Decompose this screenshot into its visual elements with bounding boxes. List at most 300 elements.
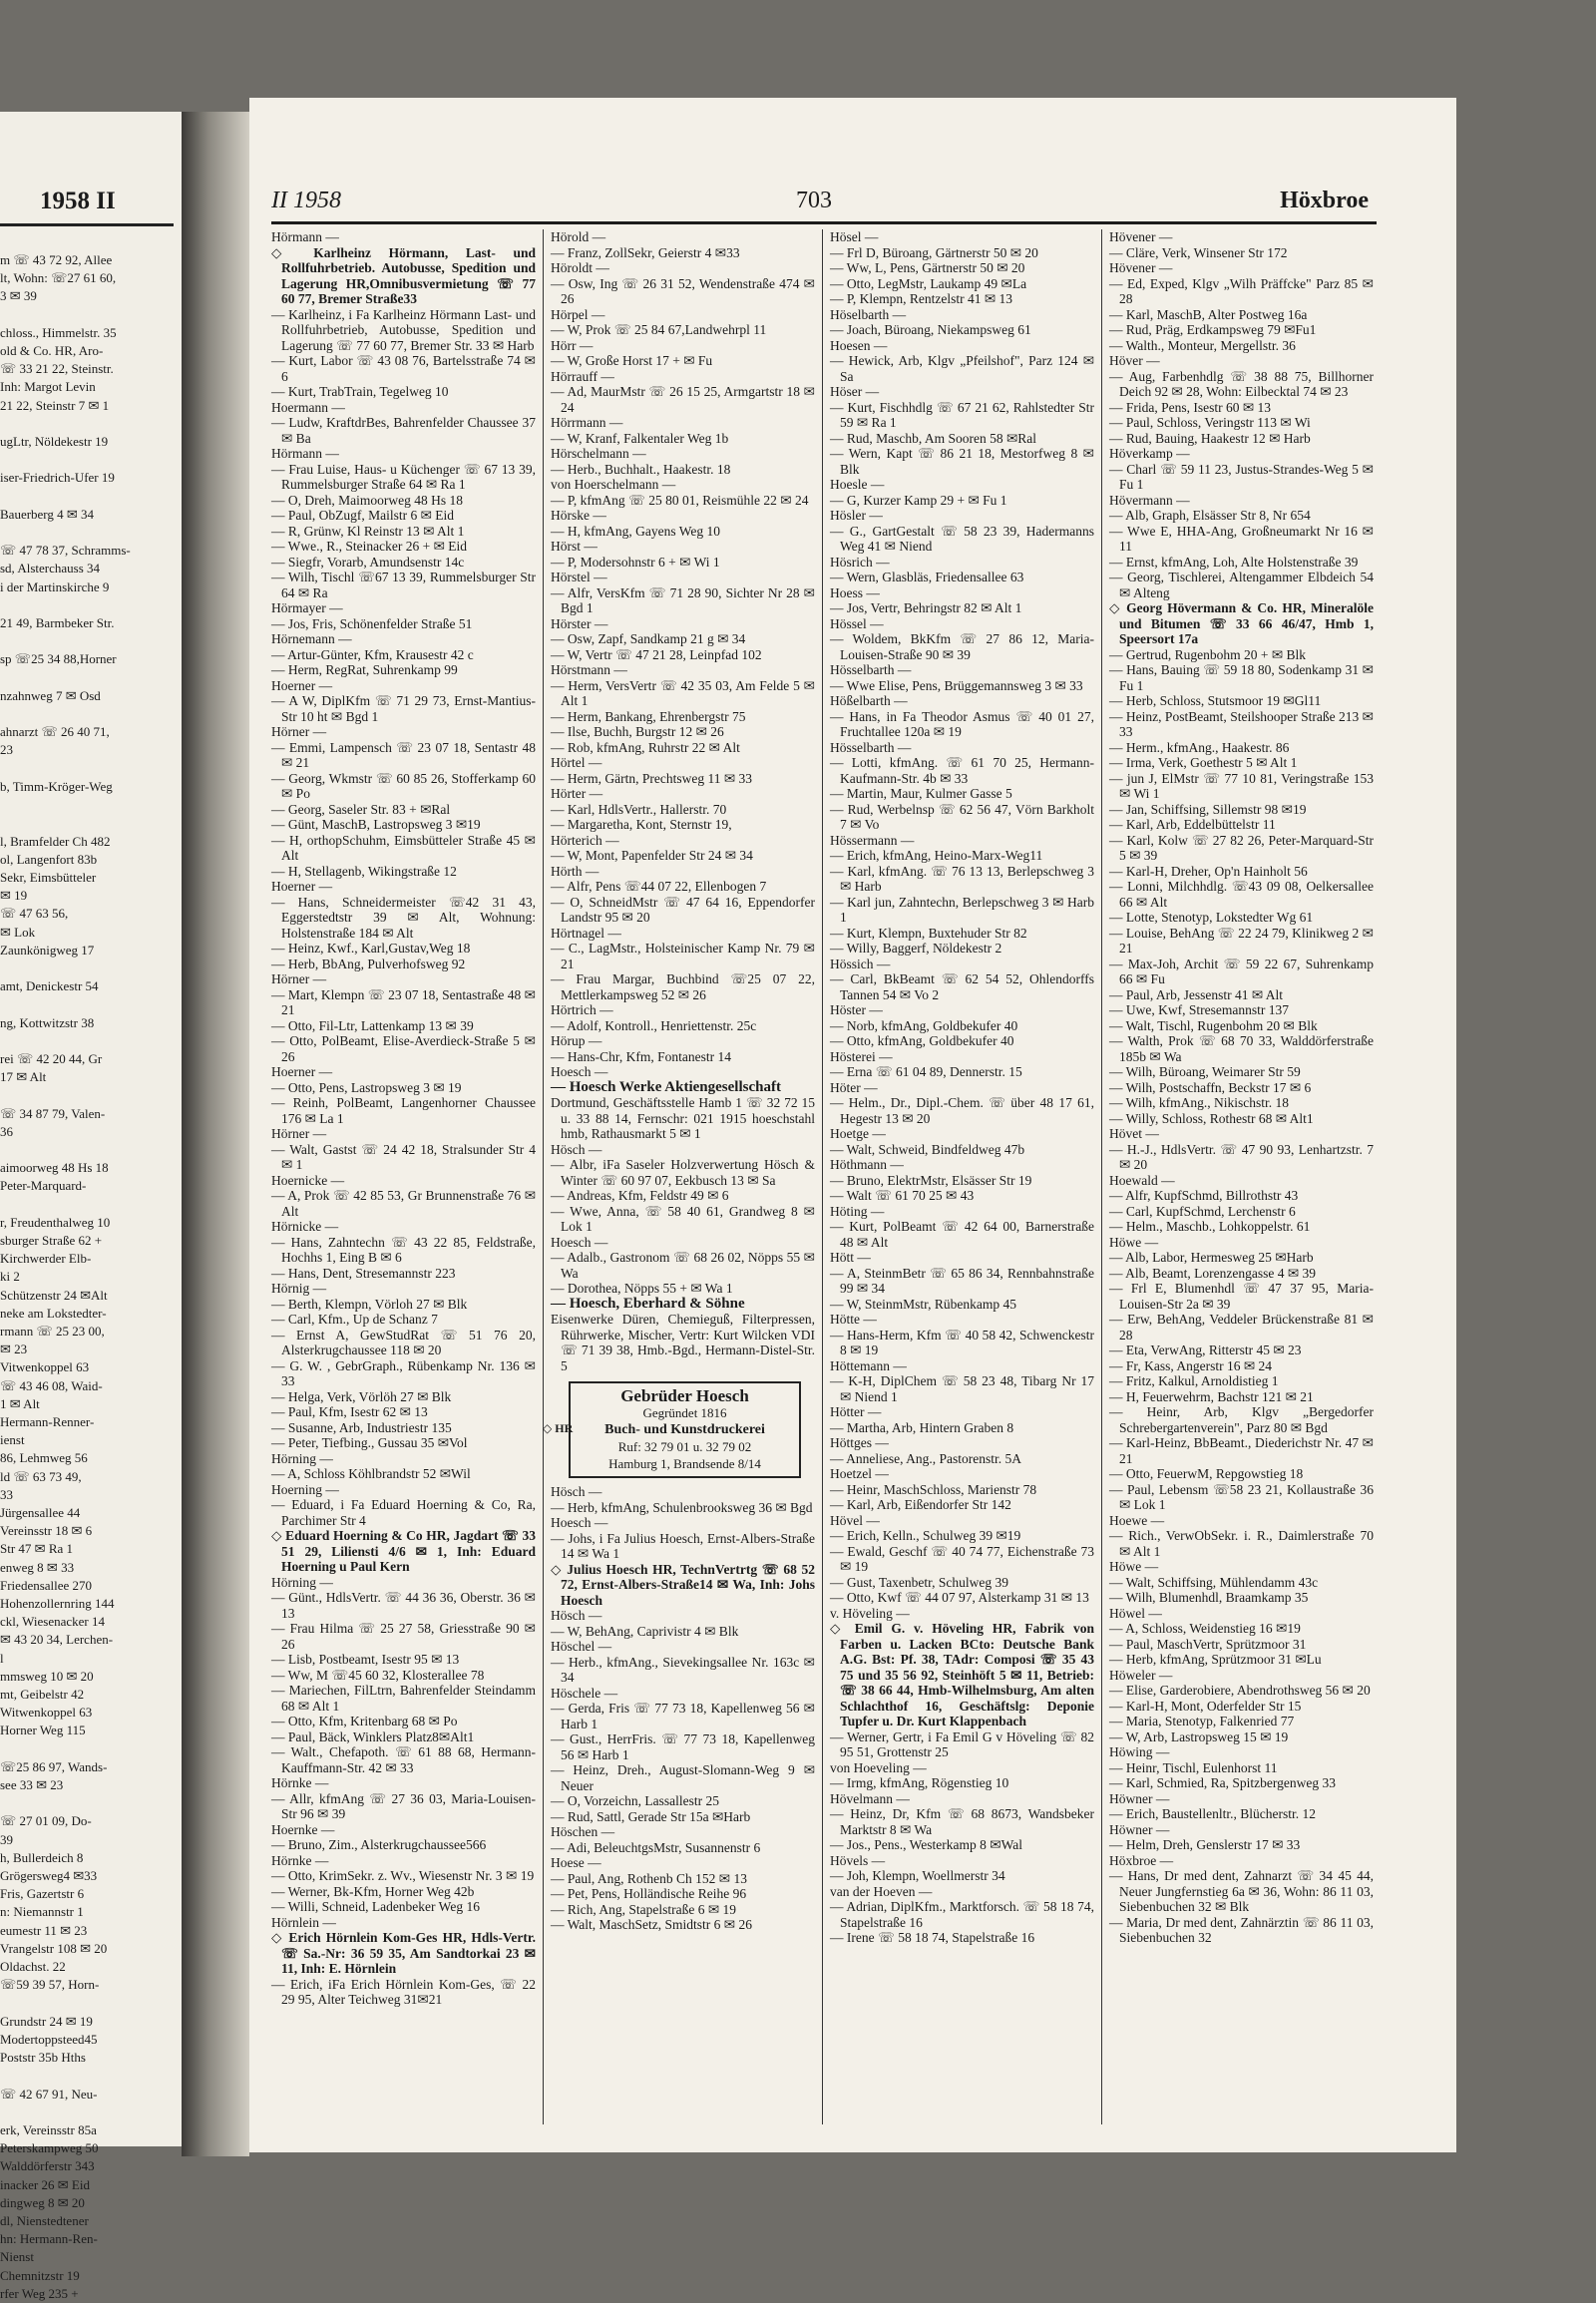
directory-entry: — Joh, Klempn, Woellmerstr 34 <box>830 1868 1005 1883</box>
directory-entry: — Helga, Verk, Vörlöh 27 ✉ Blk <box>271 1388 452 1404</box>
directory-surname-heading: Höroldt — <box>551 260 609 275</box>
directory-surname-heading: Hörrmann — <box>551 415 623 430</box>
previous-page-line: ☏ 47 63 56, <box>0 906 69 922</box>
directory-entry: — Kurt, Fischhdlg ☏ 67 21 62, Rahlstedter Str 59 ✉ Ra 1 <box>830 399 1094 430</box>
directory-surname-heading: Hövels — <box>830 1852 886 1868</box>
directory-surname-heading: Hössich — <box>830 956 891 971</box>
directory-surname-heading: Hösrich — <box>830 554 890 570</box>
directory-entry: — Otto, Fil-Ltr, Lattenkamp 13 ✉ 39 <box>271 1017 474 1033</box>
directory-entry: — Herb, kfmAng, Schulenbrooksweg 36 ✉ Bgd <box>551 1499 813 1515</box>
previous-page-line: Vitwenkoppel 63 <box>0 1359 90 1375</box>
directory-entry: — Wwe, Anna, ☏ 58 40 61, Grandweg 8 ✉ Lok 1 <box>551 1203 815 1234</box>
directory-surname-heading: Hörrauff — <box>551 368 614 384</box>
previous-page-line: m ☏ 43 72 92, Allee <box>0 252 113 267</box>
previous-page-line: Grögersweg4 ✉33 <box>0 1868 98 1884</box>
directory-surname-heading: Höxbroe — <box>1109 1852 1174 1868</box>
directory-entry: — Martha, Arb, Hintern Graben 8 <box>830 1419 1014 1435</box>
directory-entry: — Paul, Schloss, Veringstr 113 ✉ Wi <box>1109 415 1311 430</box>
directory-surname-heading: Hoerner — <box>271 879 333 894</box>
previous-page-line: Witwenkoppel 63 <box>0 1705 93 1721</box>
previous-page-line: mmsweg 10 ✉ 20 <box>0 1668 94 1684</box>
directory-surname-heading: Höschel — <box>551 1639 612 1654</box>
previous-page-line: l, Bramfelder Ch 482 <box>0 833 111 849</box>
directory-entry: — H, Stellagenb, Wikingstraße 12 <box>271 863 457 879</box>
previous-page-line: ✉ 43 20 34, Lerchen- <box>0 1632 114 1648</box>
directory-surname-heading: Höwe — <box>1109 1234 1159 1250</box>
directory-surname-heading: Hoess — <box>830 584 880 600</box>
directory-surname-heading: Hoesch — <box>551 1064 608 1079</box>
directory-entry: — Ww, L, Pens, Gärtnerstr 50 ✉ 20 <box>830 260 1025 275</box>
previous-page-line: 21 22, Steinstr 7 ✉ 1 <box>0 397 110 413</box>
previous-page-line <box>0 705 172 723</box>
directory-surname-heading: von Hoerschelmann — <box>551 477 676 492</box>
directory-entry: — W, BehAng, Caprivistr 4 ✉ Blk <box>551 1623 739 1639</box>
directory-entry: ◇ Erich Hörnlein Kom-Ges HR, Hdls-Vertr. ☏ Sa.-Nr: 36 59 35, Am Sandtorkai 23 ✉ 11, Inh: E. Hörnlein <box>271 1930 536 1976</box>
directory-surname-heading: Hörnicke — <box>271 1219 339 1234</box>
directory-entry: — Karl-H, Mont, Oderfelder Str 15 <box>1109 1698 1302 1714</box>
previous-page-line: Chemnitzstr 19 <box>0 2267 80 2283</box>
previous-page-line: ugLtr, Nöldekestr 19 <box>0 434 109 450</box>
directory-entry: — Frida, Pens, Isestr 60 ✉ 13 <box>1109 399 1272 415</box>
directory-entry: — K-H, DiplChem ☏ 58 23 48, Tibarg Nr 17 ✉ Niend 1 <box>830 1373 1094 1404</box>
directory-entry: — Lotti, kfmAng. ☏ 61 70 25, Hermann-Kaufmann-Str. 4b ✉ 33 <box>830 755 1094 786</box>
directory-entry: — P, Modersohnstr 6 + ✉ Wi 1 <box>551 554 720 570</box>
previous-page-line <box>0 1740 172 1758</box>
previous-page-header: 1958 II <box>40 188 116 214</box>
directory-column-2 <box>543 229 815 2124</box>
directory-surname-heading: Hörpel — <box>551 306 605 322</box>
directory-entry: — Hans, Schneidermeister ☏42 31 43, Eggerstedtstr 39 ✉ Alt, Wohnung: Holstenstraße 184 ✉ Alt <box>271 894 536 941</box>
previous-page-line: ld ☏ 63 73 49, <box>0 1468 82 1484</box>
directory-surname-heading: Hoernke — <box>271 1821 335 1837</box>
directory-entry: — Helm, Dreh, Genslerstr 17 ✉ 33 <box>1109 1837 1301 1852</box>
directory-entry: — Herb, BbAng, Pulverhofsweg 92 <box>271 956 466 971</box>
directory-entry: Eisenwerke Düren, Chemieguß, Filterpressen, Rührwerke, Mischer, Vertr: Kurt Wilcken VDI ☏ 71 39 38, Hmb.-Bgd., Hermann-Distel-Str. 5 <box>551 1312 815 1373</box>
directory-surname-heading: von Hoeveling — <box>830 1759 927 1775</box>
directory-entry: — O, SchneidMstr ☏ 47 64 16, Eppendorfer Landstr 95 ✉ 20 <box>551 894 815 925</box>
directory-entry: — Kurt, PolBeamt ☏ 42 64 00, Barnerstraße 48 ✉ Alt <box>830 1219 1094 1250</box>
directory-entry: — Ludw, KraftdrBes, Bahrenfelder Chaussee 37 ✉ Ba <box>271 415 536 446</box>
directory-entry: — Kurt, Labor ☏ 43 08 76, Bartelsstraße 74 ✉ 6 <box>271 353 536 384</box>
directory-entry: — Charl ☏ 59 11 23, Justus-Strandes-Weg 5 ✉ Fu 1 <box>1109 461 1374 492</box>
previous-page-line: rfer Weg 235 + <box>0 2285 79 2301</box>
directory-surname-heading: Hoerner — <box>271 677 333 693</box>
directory-entry: — Erich, Kelln., Schulweg 39 ✉19 <box>830 1528 1021 1543</box>
directory-surname-heading: Hössel — <box>830 615 884 631</box>
directory-entry: — Heinr, Arb, Klgv „Bergedorfer Schrebergartenverein", Parz 80 ✉ Bgd <box>1109 1404 1374 1435</box>
previous-page-line <box>0 1032 172 1050</box>
previous-page-line <box>0 2067 172 2085</box>
previous-page-line <box>0 451 172 469</box>
directory-surname-heading: Hörning — <box>271 1574 333 1590</box>
directory-entry: ◇ Georg Hövermann & Co. HR, Mineralöle und Bitumen ☏ 33 66 46/47, Hmb 1, Speersort 17a <box>1109 600 1374 646</box>
previous-page-rule <box>0 223 174 226</box>
directory-entry: — Fritz, Kalkul, Arnoldistieg 1 <box>1109 1373 1279 1388</box>
directory-entry: — Hans, Zahntechn ☏ 43 22 85, Feldstraße, Hochhs 1, Eing B ✉ 6 <box>271 1234 536 1265</box>
directory-entry: — Herm, Bankang, Ehrenbergstr 75 <box>551 708 746 724</box>
previous-page-line <box>0 2104 172 2121</box>
previous-page-line: Schützenstr 24 ✉Alt <box>0 1287 108 1303</box>
directory-entry: ◇ Julius Hoesch HR, TechnVertrtg ☏ 68 52 72, Ernst-Albers-Straße14 ✉ Wa, Inh: Johs Hoesch <box>551 1561 815 1608</box>
directory-entry: — Johs, i Fa Julius Hoesch, Ernst-Albers-Straße 14 ✉ Wa 1 <box>551 1530 815 1561</box>
directory-entry: — Otto, PolBeamt, Elise-Averdieck-Straße 5 ✉ 26 <box>271 1033 536 1064</box>
directory-entry: — Walt, Gastst ☏ 24 42 18, Stralsunder Str 4 ✉ 1 <box>271 1141 536 1172</box>
previous-page-line: Peterskampweg 50 <box>0 2140 99 2156</box>
directory-surname-heading: Hörterich — <box>551 832 619 848</box>
directory-surname-heading: Hörner — <box>271 971 327 986</box>
previous-page-line <box>0 669 172 687</box>
directory-surname-heading: Hörster — <box>551 615 608 631</box>
directory-surname-heading: Hoewe — <box>1109 1512 1165 1528</box>
previous-page-line: ☏ 27 01 09, Do- <box>0 1813 92 1829</box>
directory-entry: — Walth., Monteur, Mergellstr. 36 <box>1109 337 1296 353</box>
previous-page-line: Inh: Margot Levin <box>0 379 96 395</box>
directory-entry: — Paul, Kfm, Isestr 62 ✉ 13 <box>271 1404 428 1419</box>
directory-entry: — Wilh, kfmAng., Nikischstr. 18 <box>1109 1095 1289 1110</box>
directory-entry: — Elise, Garderobiere, Abendrothsweg 56 ✉ 20 <box>1109 1683 1371 1698</box>
directory-entry: — Erich, Baustellenltr., Blücherstr. 12 <box>1109 1806 1316 1821</box>
previous-page-line: Str 47 ✉ Ra 1 <box>0 1541 74 1557</box>
directory-entry: — Joach, Büroang, Niekampsweg 61 <box>830 322 1031 337</box>
previous-page-line: Poststr 35b Hths <box>0 2050 86 2066</box>
directory-entry: — Uwe, Kwf, Stresemannstr 137 <box>1109 1002 1289 1017</box>
directory-entry: — Frau Margar, Buchbind ☏25 07 22, Mettlerkampsweg 52 ✉ 26 <box>551 971 815 1002</box>
previous-page-line: old & Co. HR, Aro- <box>0 343 104 359</box>
previous-page-line: 86, Lehmweg 56 <box>0 1450 88 1466</box>
previous-page-line: ☏25 86 97, Wands- <box>0 1758 108 1774</box>
directory-entry: — Otto, Pens, Lastropsweg 3 ✉ 19 <box>271 1079 462 1095</box>
directory-surname-heading: Hösselbarth — <box>830 739 912 755</box>
directory-entry: — Irene ☏ 58 18 74, Stapelstraße 16 <box>830 1930 1035 1945</box>
directory-entry: — G, Kurzer Kamp 29 + ✉ Fu 1 <box>830 492 1007 508</box>
directory-entry: — Rich, Ang, Stapelstraße 6 ✉ 19 <box>551 1901 737 1917</box>
directory-surname-heading: Hövet — <box>1109 1126 1159 1141</box>
directory-entry: — Frau Hilma ☏ 25 27 58, Griesstraße 90 ✉ 26 <box>271 1621 536 1652</box>
directory-surname-heading: Höwing — <box>1109 1744 1170 1759</box>
previous-page-line: iser-Friedrich-Ufer 19 <box>0 470 115 486</box>
directory-surname-heading: Hörup — <box>551 1033 602 1048</box>
directory-entry: — Bruno, ElektrMstr, Elsässer Str 19 <box>830 1172 1032 1188</box>
directory-surname-heading: Hörning — <box>271 1450 333 1466</box>
directory-surname-heading: Höwel — <box>1109 1605 1162 1621</box>
directory-entry: — Paul, Bäck, Winklers Platz8✉Alt1 <box>271 1728 475 1744</box>
directory-entry: — Maria, Stenotyp, Falkenried 77 <box>1109 1714 1295 1728</box>
directory-entry: — Allr, kfmAng ☏ 27 36 03, Maria-Louisen-Str 96 ✉ 39 <box>271 1790 536 1821</box>
directory-entry: — Otto, Kwf ☏ 44 07 97, Alsterkamp 31 ✉ 13 <box>830 1590 1089 1605</box>
previous-page-line: ol, Langenfort 83b <box>0 851 98 867</box>
previous-page-line: 39 <box>0 1831 13 1847</box>
directory-entry: — Hans, Bauing ☏ 59 18 80, Sodenkamp 31 ✉ Fu 1 <box>1109 662 1374 693</box>
previous-page-line: ☏59 39 57, Horn- <box>0 1977 100 1993</box>
directory-surname-heading: Höwner — <box>1109 1790 1170 1806</box>
directory-entry: — W, Kranf, Falkentaler Weg 1b <box>551 430 729 446</box>
directory-entry: — Ernst A, GewStudRat ☏ 51 76 20, Alsterkrugchaussee 118 ✉ 20 <box>271 1327 536 1357</box>
directory-entry: — Dorothea, Nöpps 55 + ✉ Wa 1 <box>551 1281 733 1296</box>
directory-column-4 <box>1109 229 1374 2124</box>
previous-page-line <box>0 960 172 977</box>
previous-page-line: Oldachst. 22 <box>0 1959 66 1975</box>
directory-entry: — Werner, Bk-Kfm, Horner Weg 42b <box>271 1883 475 1899</box>
directory-entry: — Otto, kfmAng, Goldbekufer 40 <box>830 1033 1014 1048</box>
directory-entry: — Jan, Schiffsing, Sillemstr 98 ✉19 <box>1109 801 1307 817</box>
directory-entry: — Maria, Dr med dent, Zahnärztin ☏ 86 11 03, Siebenbuchen 32 <box>1109 1914 1374 1945</box>
directory-surname-heading: Hörtnagel — <box>551 925 621 941</box>
directory-entry: — Walt, Tischl, Rugenbohm 20 ✉ Blk <box>1109 1017 1318 1033</box>
directory-entry: — Heinz, Dreh., August-Slomann-Weg 9 ✉ Neuer <box>551 1762 815 1793</box>
previous-page-line <box>0 488 172 506</box>
previous-page-line <box>0 796 172 814</box>
directory-surname-heading: Höwner — <box>1109 1821 1170 1837</box>
directory-entry: — Ilse, Buchh, Burgstr 12 ✉ 26 <box>551 724 724 739</box>
directory-surname-heading: v. Höveling — <box>830 1605 910 1621</box>
directory-entry: — Wwe., R., Steinacker 26 + ✉ Eid <box>271 539 468 554</box>
column-divider <box>1101 229 1102 2124</box>
previous-page-line: ahnarzt ☏ 26 40 71, <box>0 724 110 740</box>
book-gutter <box>182 112 249 2156</box>
previous-page-line: Hohenzollernring 144 <box>0 1596 115 1612</box>
previous-page-line: sd, Alsterchauss 34 <box>0 561 101 576</box>
directory-surname-heading: Hövel — <box>830 1512 880 1528</box>
directory-surname-heading: Hörnemann — <box>271 631 352 646</box>
header-rule <box>271 221 1377 224</box>
previous-page-line <box>0 1995 172 2013</box>
directory-entry: — Karl, MaschB, Alter Postweg 16a <box>1109 306 1308 322</box>
directory-entry: — A, Schloss Köhlbrandstr 52 ✉Wil <box>271 1466 471 1481</box>
previous-page-line <box>0 524 172 542</box>
previous-page-line: ☏ 43 46 08, Waid- <box>0 1377 103 1393</box>
directory-surname-heading: Höweler — <box>1109 1667 1173 1683</box>
directory-entry: — Erich, iFa Erich Hörnlein Kom-Ges, ☏ 22 29 95, Alter Teichweg 31✉21 <box>271 1976 536 2007</box>
directory-entry: — Herb, Schloss, Stutsmoor 19 ✉Gl11 <box>1109 693 1322 708</box>
previous-page-line: neke am Lokstedter- <box>0 1305 107 1321</box>
directory-page <box>249 98 1456 2152</box>
directory-surname-heading: Hövermann — <box>1109 492 1190 508</box>
directory-entry: — Kurt, Klempn, Buxtehuder Str 82 <box>830 925 1027 941</box>
directory-surname-heading: Höschen — <box>551 1824 615 1839</box>
previous-page-line: b, Timm-Kröger-Weg <box>0 778 113 794</box>
previous-page-line: Sekr, Eimsbütteler <box>0 869 97 885</box>
previous-page-line <box>0 632 172 650</box>
previous-page-line <box>0 1086 172 1104</box>
directory-entry: — Reinh, PolBeamt, Langenhorner Chaussee 176 ✉ La 1 <box>271 1095 536 1126</box>
previous-page-line: ☏ 47 78 37, Schramms- <box>0 543 131 559</box>
directory-entry: — Karl-Heinz, BbBeamt., Diederichstr Nr. 47 ✉ 21 <box>1109 1435 1374 1466</box>
directory-entry: — Herb, kfmAng, Sprützmoor 31 ✉Lu <box>1109 1652 1322 1667</box>
directory-surname-heading: Hörr — <box>551 337 594 353</box>
directory-surname-heading: Höverkamp — <box>1109 446 1190 461</box>
directory-surname-heading: Hösch — <box>551 1608 602 1623</box>
directory-column-3 <box>830 229 1094 2124</box>
directory-entry: — Max-Joh, Archit ☏ 59 22 67, Suhrenkamp 66 ✉ Fu <box>1109 956 1374 986</box>
directory-entry: — Carl, KupfSchmd, Lerchenstr 6 <box>1109 1203 1296 1219</box>
directory-entry: — Adalb., Gastronom ☏ 68 26 02, Nöpps 55 ✉ Wa <box>551 1250 815 1281</box>
directory-entry: — Heinz, Kwf., Karl,Gustav,Weg 18 <box>271 941 471 956</box>
directory-entry: — G., GartGestalt ☏ 58 23 39, Hadermanns Weg 41 ✉ Niend <box>830 523 1094 554</box>
directory-entry: — Heinz, PostBeamt, Steilshooper Straße 213 ✉ 33 <box>1109 708 1374 739</box>
previous-page-line: Vereinsstr 18 ✉ 6 <box>0 1523 93 1539</box>
directory-entry: — Frl E, Blumenhdl ☏ 47 37 95, Maria-Louisen-Str 2a ✉ 39 <box>1109 1281 1374 1312</box>
directory-entry: — Wilh, Postschaffn, Beckstr 17 ✉ 6 <box>1109 1079 1312 1095</box>
directory-surname-heading: Hoerning — <box>271 1481 339 1497</box>
directory-entry: — Bruno, Zim., Alsterkrugchaussee566 <box>271 1837 487 1852</box>
previous-page-line: aimoorweg 48 Hs 18 <box>0 1160 109 1176</box>
previous-page-line: ✉ 23 <box>0 1342 28 1357</box>
previous-page-line: 23 <box>0 742 13 758</box>
directory-entry: — Adi, BeleuchtgsMstr, Susannenstr 6 <box>551 1839 761 1855</box>
previous-page-line: 17 ✉ Alt <box>0 1069 47 1085</box>
directory-entry: — Eduard, i Fa Eduard Hoerning & Co, Ra, Parchimer Str 4 <box>271 1497 536 1528</box>
directory-entry: — Berth, Klempn, Vörloh 27 ✉ Blk <box>271 1296 468 1312</box>
directory-entry: — O, Dreh, Maimoorweg 48 Hs 18 <box>271 492 463 508</box>
previous-page-line: rei ☏ 42 20 44, Gr <box>0 1050 103 1066</box>
directory-surname-heading: Höver — <box>1109 353 1160 368</box>
previous-page-line: Zaunkönigweg 17 <box>0 942 95 958</box>
previous-page-line: ✉ Lok <box>0 924 36 940</box>
previous-page-line <box>0 760 172 778</box>
directory-entry: — Kurt, TrabTrain, Tegelweg 10 <box>271 384 449 399</box>
previous-page-line <box>0 995 172 1013</box>
directory-entry: — Karl, Arb, Eißendorfer Str 142 <box>830 1497 1011 1512</box>
directory-entry: — Erna ☏ 61 04 89, Dennerstr. 15 <box>830 1064 1022 1079</box>
directory-entry: — Wilh, Blumenhdl, Braamkamp 35 <box>1109 1590 1309 1605</box>
previous-page-line: Jürgensallee 44 <box>0 1505 81 1521</box>
directory-surname-heading: Höselbarth — <box>830 306 907 322</box>
directory-entry: — Heinr, MaschSchloss, Marienstr 78 <box>830 1481 1037 1497</box>
previous-page-line: 36 <box>0 1123 13 1139</box>
directory-entry: — Ed, Exped, Klgv „Wilh Präffcke" Parz 85 ✉ 28 <box>1109 275 1374 306</box>
directory-entry: ◇ Emil G. v. Höveling HR, Fabrik von Farben u. Lacken BCto: Deutsche Bank A.G. Bst: Pf. 38, TAdr: Composi ☏ 35 43 75 und 35 56 92, Steinhöft 5 ✉ 11, Betrieb: ☏ 38 66 44, Hmb-Wilhelmsburg, Am alten Schlachthof 16, Geschäftslg: Deponie Tupfer u. Dr. Kurt Klappenbach <box>830 1621 1094 1728</box>
directory-entry: — Mart, Klempn ☏ 23 07 18, Sentastraße 48 ✉ 21 <box>271 986 536 1017</box>
directory-entry: — A, Schloss, Weidenstieg 16 ✉19 <box>1109 1621 1301 1636</box>
directory-surname-heading: Höser — <box>830 384 880 399</box>
directory-entry: — Fr, Kass, Angerstr 16 ✉ 24 <box>1109 1357 1273 1373</box>
previous-page-line <box>0 1794 172 1812</box>
directory-surname-heading: Hösselbarth — <box>830 662 912 677</box>
directory-surname-heading: Hoesch — <box>551 1515 608 1530</box>
directory-surname-heading: Höschele — <box>551 1685 618 1701</box>
previous-page-line: Vrangelstr 108 ✉ 20 <box>0 1940 108 1956</box>
previous-page-line: inacker 26 ✉ Eid <box>0 2176 90 2192</box>
ad-subtitle: Gegründet 1816 <box>642 1405 727 1420</box>
directory-entry: — Wilh, Büroang, Weimarer Str 59 <box>1109 1064 1301 1079</box>
directory-entry: — Willy, Baggerf, Nöldekestr 2 <box>830 941 1002 956</box>
directory-entry: — Adolf, Kontroll., Henriettenstr. 25c <box>551 1017 757 1033</box>
directory-entry: — Willi, Schneid, Ladenbeker Weg 16 <box>271 1899 480 1914</box>
previous-page-line: nzahnweg 7 ✉ Osd <box>0 687 101 703</box>
directory-entry: — Karl, Kolw ☏ 27 82 26, Peter-Marquard-Str 5 ✉ 39 <box>1109 832 1374 863</box>
directory-entry: — A, Prok ☏ 42 85 53, Gr Brunnenstraße 76 ✉ Alt <box>271 1188 536 1219</box>
directory-entry: — Artur-Günter, Kfm, Krausestr 42 c <box>271 646 474 662</box>
directory-surname-heading: Hoetzel — <box>830 1466 889 1481</box>
previous-page-line <box>0 596 172 614</box>
directory-entry: — H, orthopSchuhm, Eimsbütteler Straße 45 ✉ Alt <box>271 832 536 863</box>
directory-entry: — Alfr, Pens ☏44 07 22, Ellenbogen 7 <box>551 879 767 894</box>
directory-surname-heading: Hövener — <box>1109 229 1173 244</box>
directory-surname-heading: Hörnke — <box>271 1852 329 1868</box>
directory-entry: — C., LagMstr., Holsteinischer Kamp Nr. 79 ✉ 21 <box>551 941 815 971</box>
directory-entry: Dortmund, Geschäftsstelle Hamb 1 ☏ 32 72 15 u. 33 88 14, Fernschr: 021 1915 hoeschstahl hmb, Rathausmarkt 5 ✉ 1 <box>551 1095 815 1141</box>
directory-entry: — Otto, LegMstr, Laukamp 49 ✉La <box>830 275 1027 291</box>
directory-entry: — Siegfr, Vorarb, Amundsenstr 14c <box>271 554 465 570</box>
directory-entry: — Gertrud, Rugenbohm 20 + ✉ Blk <box>1109 646 1307 662</box>
directory-surname-heading: Hoermann — <box>271 399 345 415</box>
previous-page-line: Bauerberg 4 ✉ 34 <box>0 506 95 522</box>
previous-page-line: n: Niemannstr 1 <box>0 1904 84 1920</box>
directory-entry: — Albr, iFa Saseler Holzverwertung Hösch & Winter ☏ 60 97 07, Eekbusch 13 ✉ Sa <box>551 1157 815 1188</box>
directory-surname-heading: Höster — <box>830 1002 883 1017</box>
directory-entry: — Andreas, Kfm, Feldstr 49 ✉ 6 <box>551 1188 729 1203</box>
directory-entry: — R, Grünw, Kl Reinstr 13 ✉ Alt 1 <box>271 523 465 539</box>
previous-page-line: Peter-Marquard- <box>0 1178 87 1194</box>
directory-entry: — Walt, Schweid, Bindfeldweg 47b <box>830 1141 1025 1157</box>
directory-surname-heading: Hörnke — <box>271 1775 329 1790</box>
directory-entry: — Walt, Schiffsing, Mühlendamm 43c <box>1109 1574 1319 1590</box>
directory-entry: — Karl, HdlsVertr., Hallerstr. 70 <box>551 801 727 817</box>
directory-entry: — Herb., Buchhalt., Haakestr. 18 <box>551 461 731 477</box>
directory-surname-heading: Hörst — <box>551 539 598 554</box>
directory-entry: — Irma, Verk, Goethestr 5 ✉ Alt 1 <box>1109 755 1298 770</box>
directory-entry: — Rob, kfmAng, Ruhrstr 22 ✉ Alt <box>551 739 740 755</box>
column-divider <box>543 229 544 2124</box>
directory-surname-heading: van der Hoeven — <box>830 1883 933 1899</box>
directory-surname-heading: Hövelmann — <box>830 1790 910 1806</box>
directory-entry: — Werner, Gertr, i Fa Emil G v Höveling ☏ 82 95 51, Grottenstr 25 <box>830 1728 1094 1759</box>
directory-surname-heading: Höwe — <box>1109 1559 1159 1574</box>
directory-entry: — Paul, MaschVertr, Sprützmoor 31 <box>1109 1636 1307 1652</box>
directory-entry: — Herb., kfmAng., Sievekingsallee Nr. 163c ✉ 34 <box>551 1654 815 1685</box>
directory-entry: — Helm., Maschb., Lohkoppelstr. 61 <box>1109 1219 1311 1234</box>
previous-page-line: i der Martinskirche 9 <box>0 578 110 594</box>
directory-entry: — Georg, Saseler Str. 83 + ✉Ral <box>271 801 451 817</box>
directory-entry: — Walt., Chefapoth. ☏ 61 88 68, Hermann-Kauffmann-Str. 42 ✉ 33 <box>271 1744 536 1775</box>
directory-entry: — Rud, Präg, Erdkampsweg 79 ✉Fu1 <box>1109 322 1317 337</box>
directory-entry: — Louise, BehAng ☏ 22 24 79, Klinikweg 2 ✉ 21 <box>1109 925 1374 956</box>
directory-entry: — Erw, BehAng, Veddeler Brückenstraße 81 ✉ 28 <box>1109 1312 1374 1343</box>
directory-surname-heading: Hörmann — <box>271 229 339 244</box>
directory-entry: — Paul, Arb, Jessenstr 41 ✉ Alt <box>1109 986 1284 1002</box>
previous-page-line: dl, Nienstedtener <box>0 2212 89 2228</box>
directory-surname-heading: Hörtrich — <box>551 1002 613 1017</box>
directory-entry: — G. W. , GebrGraph., Rübenkamp Nr. 136 ✉ 33 <box>271 1357 536 1388</box>
printer-advertisement <box>569 1381 801 1478</box>
previous-page-line: Nienst <box>0 2249 34 2265</box>
directory-surname-heading: Höthmann — <box>830 1157 904 1172</box>
previous-page-text <box>0 251 172 2303</box>
directory-entry: — Rud, Werbelnsp ☏ 62 56 47, Vörn Barkholt 7 ✉ Vo <box>830 801 1094 832</box>
directory-surname-heading: Hoesch — <box>551 1234 608 1250</box>
previous-page-line: ☏ 33 21 22, Steinstr. <box>0 361 114 377</box>
previous-page-line: 3 ✉ 39 <box>0 288 37 304</box>
directory-surname-heading: Hösel — <box>830 229 879 244</box>
directory-surname-heading: Hösler — <box>830 508 883 523</box>
directory-surname-heading: Hörner — <box>271 724 327 739</box>
directory-entry: — Erich, kfmAng, Heino-Marx-Weg11 <box>830 848 1043 863</box>
directory-entry: — Osw, Ing ☏ 26 31 52, Wendenstraße 474 ✉ 26 <box>551 275 815 306</box>
previous-page-line <box>0 1141 172 1159</box>
directory-entry: — Martin, Maur, Kulmer Gasse 5 <box>830 786 1012 801</box>
page-header-year: II 1958 <box>271 188 341 213</box>
directory-entry: — Jos., Pens., Westerkamp 8 ✉Wal <box>830 1837 1022 1852</box>
directory-entry: — Karl jun, Zahntechn, Berlepschweg 3 ✉ Harb 1 <box>830 894 1094 925</box>
directory-entry: — Karl, Arb, Eddelbüttelstr 11 <box>1109 817 1276 832</box>
directory-surname-heading: Hörter — <box>551 786 603 801</box>
directory-entry: — Ww, M ☏45 60 32, Klosterallee 78 <box>271 1667 485 1683</box>
directory-entry: — Wern, Glasbläs, Friedensallee 63 <box>830 570 1024 584</box>
directory-entry: — W, Große Horst 17 + ✉ Fu <box>551 353 713 368</box>
directory-entry: — Karlheinz, i Fa Karlheinz Hörmann Last- und Rollfuhrbetrieb, Autobusse, Spedition und Lagerung ☏ 77 60 77, Bremer Str. 33 ✉ Harb <box>271 306 536 353</box>
directory-entry: — Hewick, Arb, Klgv „Pfeilshof", Parz 124 ✉ Sa <box>830 353 1094 384</box>
previous-page-line: mt, Geibelstr 42 <box>0 1687 85 1703</box>
